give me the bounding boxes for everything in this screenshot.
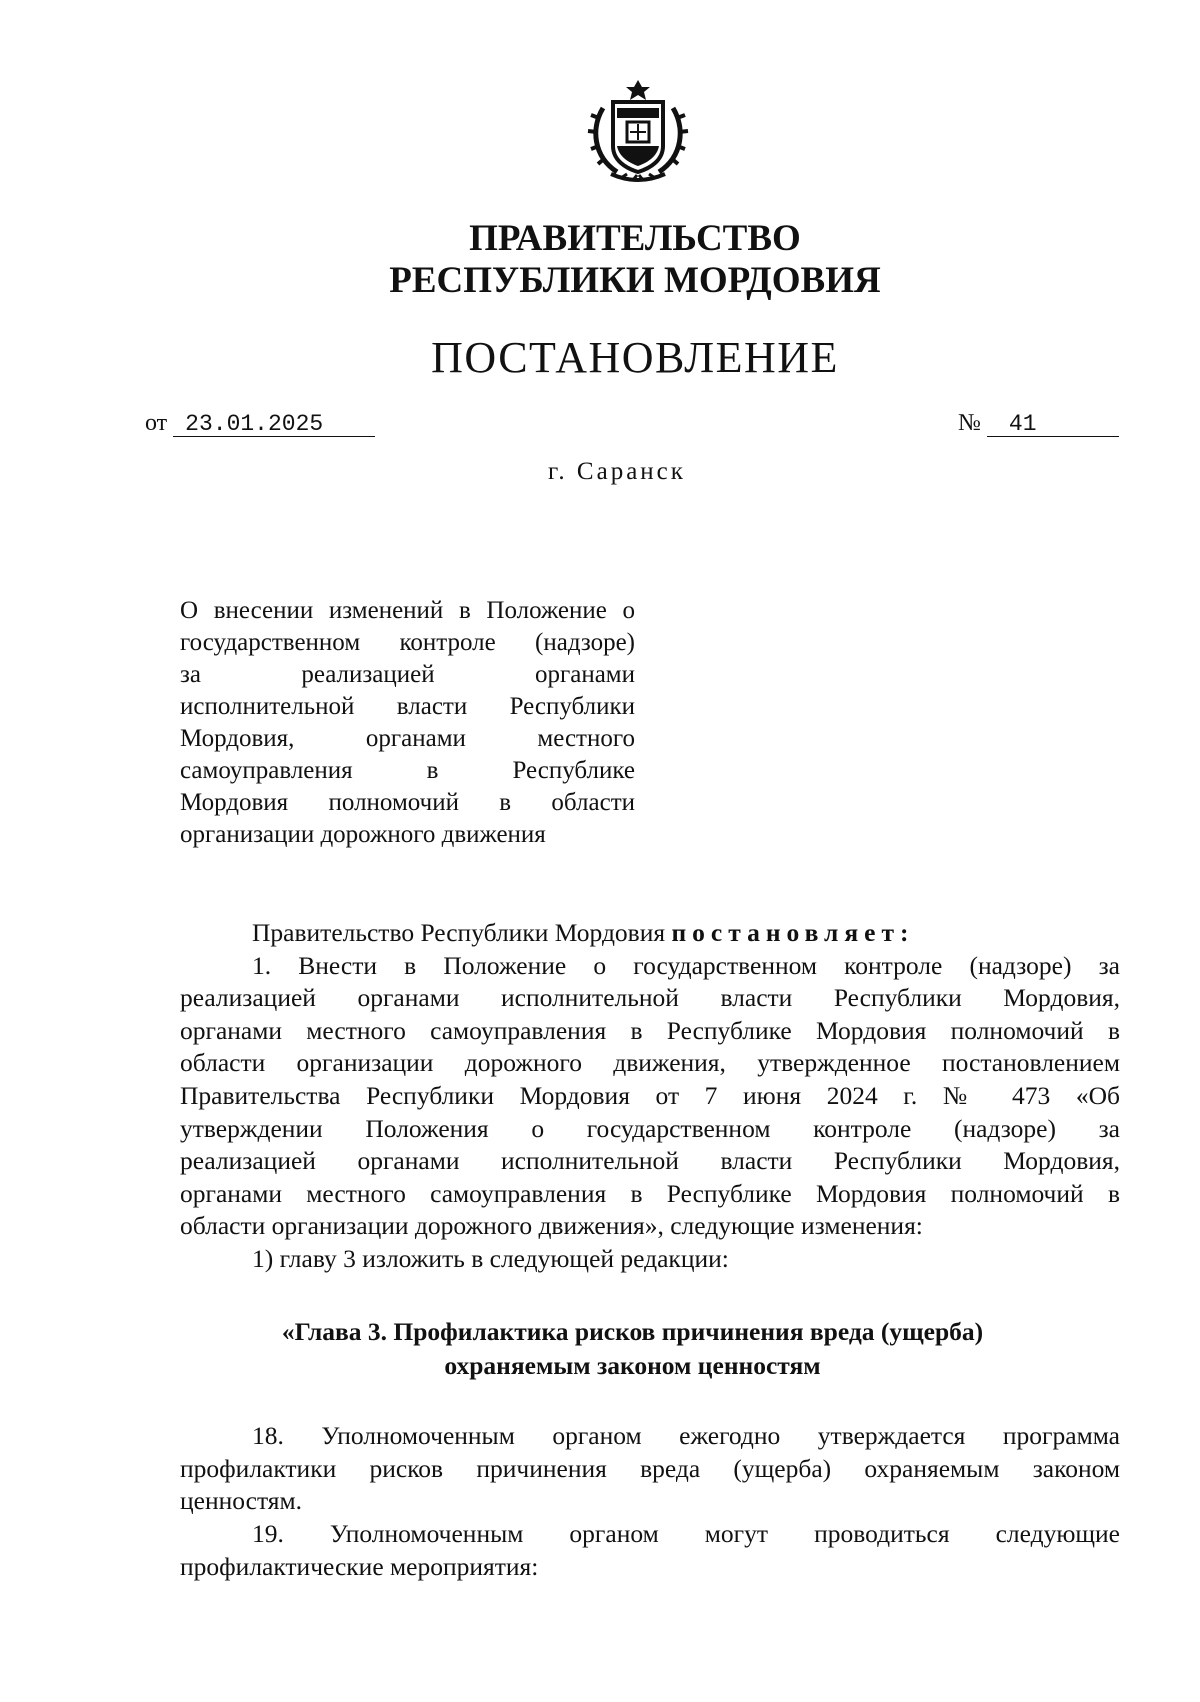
title-line: исполнительной власти Республики <box>180 693 635 720</box>
paragraph-19 <box>180 1518 1120 1583</box>
document-type: ПОСТАНОВЛЕНИЕ <box>431 333 839 382</box>
chapter-heading <box>160 1315 1105 1383</box>
org-line-1: ПРАВИТЕЛЬСТВО <box>469 218 801 259</box>
item1-line: реализацией органами исполнительной власти Республики Мордовия, <box>180 1146 1120 1176</box>
item1-line: 1. Внести в Положение о государственном контроле (надзоре) за <box>252 950 1120 980</box>
preamble-text: Правительство Республики Мордовия <box>252 918 666 947</box>
title-line: за реализацией органами <box>180 661 635 688</box>
title-line: Мордовия полномочий в области <box>180 789 635 816</box>
number-value: 41 <box>987 412 1119 437</box>
item1-line: органами местного самоуправления в Республике Мордовия полномочий в <box>180 1178 1120 1208</box>
para18-line: 18. Уполномоченным органом ежегодно утверждается программа <box>252 1421 1120 1450</box>
subitem-1: 1) главу 3 изложить в следующей редакции: <box>252 1243 729 1273</box>
document-number <box>958 410 1119 437</box>
title-line: Мордовия, органами местного <box>180 725 635 752</box>
title-line: самоуправления в Республике <box>180 757 635 784</box>
chapter-line-2: охраняемым законом ценностям <box>444 1351 821 1380</box>
chapter-line-1: «Глава 3. Профилактика рисков причинения вреда (ущерба) <box>281 1317 984 1346</box>
title-line: О внесении изменений в Положение о <box>180 597 635 624</box>
preamble-verb: постановляет: <box>671 918 915 947</box>
para18-line: профилактики рисков причинения вреда (ущерба) охраняемым законом <box>180 1453 1120 1483</box>
number-prefix: № <box>958 410 981 436</box>
title-line: организации дорожного движения <box>180 821 546 848</box>
item1-line: утверждении Положения о государственном контроле (надзоре) за <box>180 1113 1120 1143</box>
date-value: 23.01.2025 <box>173 412 375 437</box>
city: г. Саранск <box>548 458 686 485</box>
org-line-2: РЕСПУБЛИКИ МОРДОВИЯ <box>389 260 881 301</box>
main-body <box>180 917 1120 1276</box>
para18-line: ценностям. <box>180 1486 303 1516</box>
title-line: государственном контроле (надзоре) <box>180 629 635 656</box>
para19-line: 19. Уполномоченным органом могут проводиться следующие <box>252 1519 1120 1548</box>
document-date <box>145 410 375 437</box>
document-title <box>180 595 635 851</box>
item1-line: области организации дорожного движения, утвержденное постановлением <box>180 1048 1120 1078</box>
item1-line: реализацией органами исполнительной власти Республики Мордовия, <box>180 983 1120 1013</box>
coat-of-arms-icon <box>583 78 693 186</box>
item1-line: органами местного самоуправления в Республике Мордовия полномочий в <box>180 1015 1120 1045</box>
preamble <box>180 917 1120 950</box>
date-prefix: от <box>145 410 168 436</box>
para19-line: профилактические мероприятия: <box>180 1551 539 1581</box>
item1-line: области организации дорожного движения», следующие изменения: <box>180 1211 923 1241</box>
organization-name <box>0 218 1200 302</box>
item1-line: Правительства Республики Мордовия от 7 июня 2024 г. № 473 «Об <box>180 1080 1120 1110</box>
paragraph-18 <box>180 1420 1120 1518</box>
